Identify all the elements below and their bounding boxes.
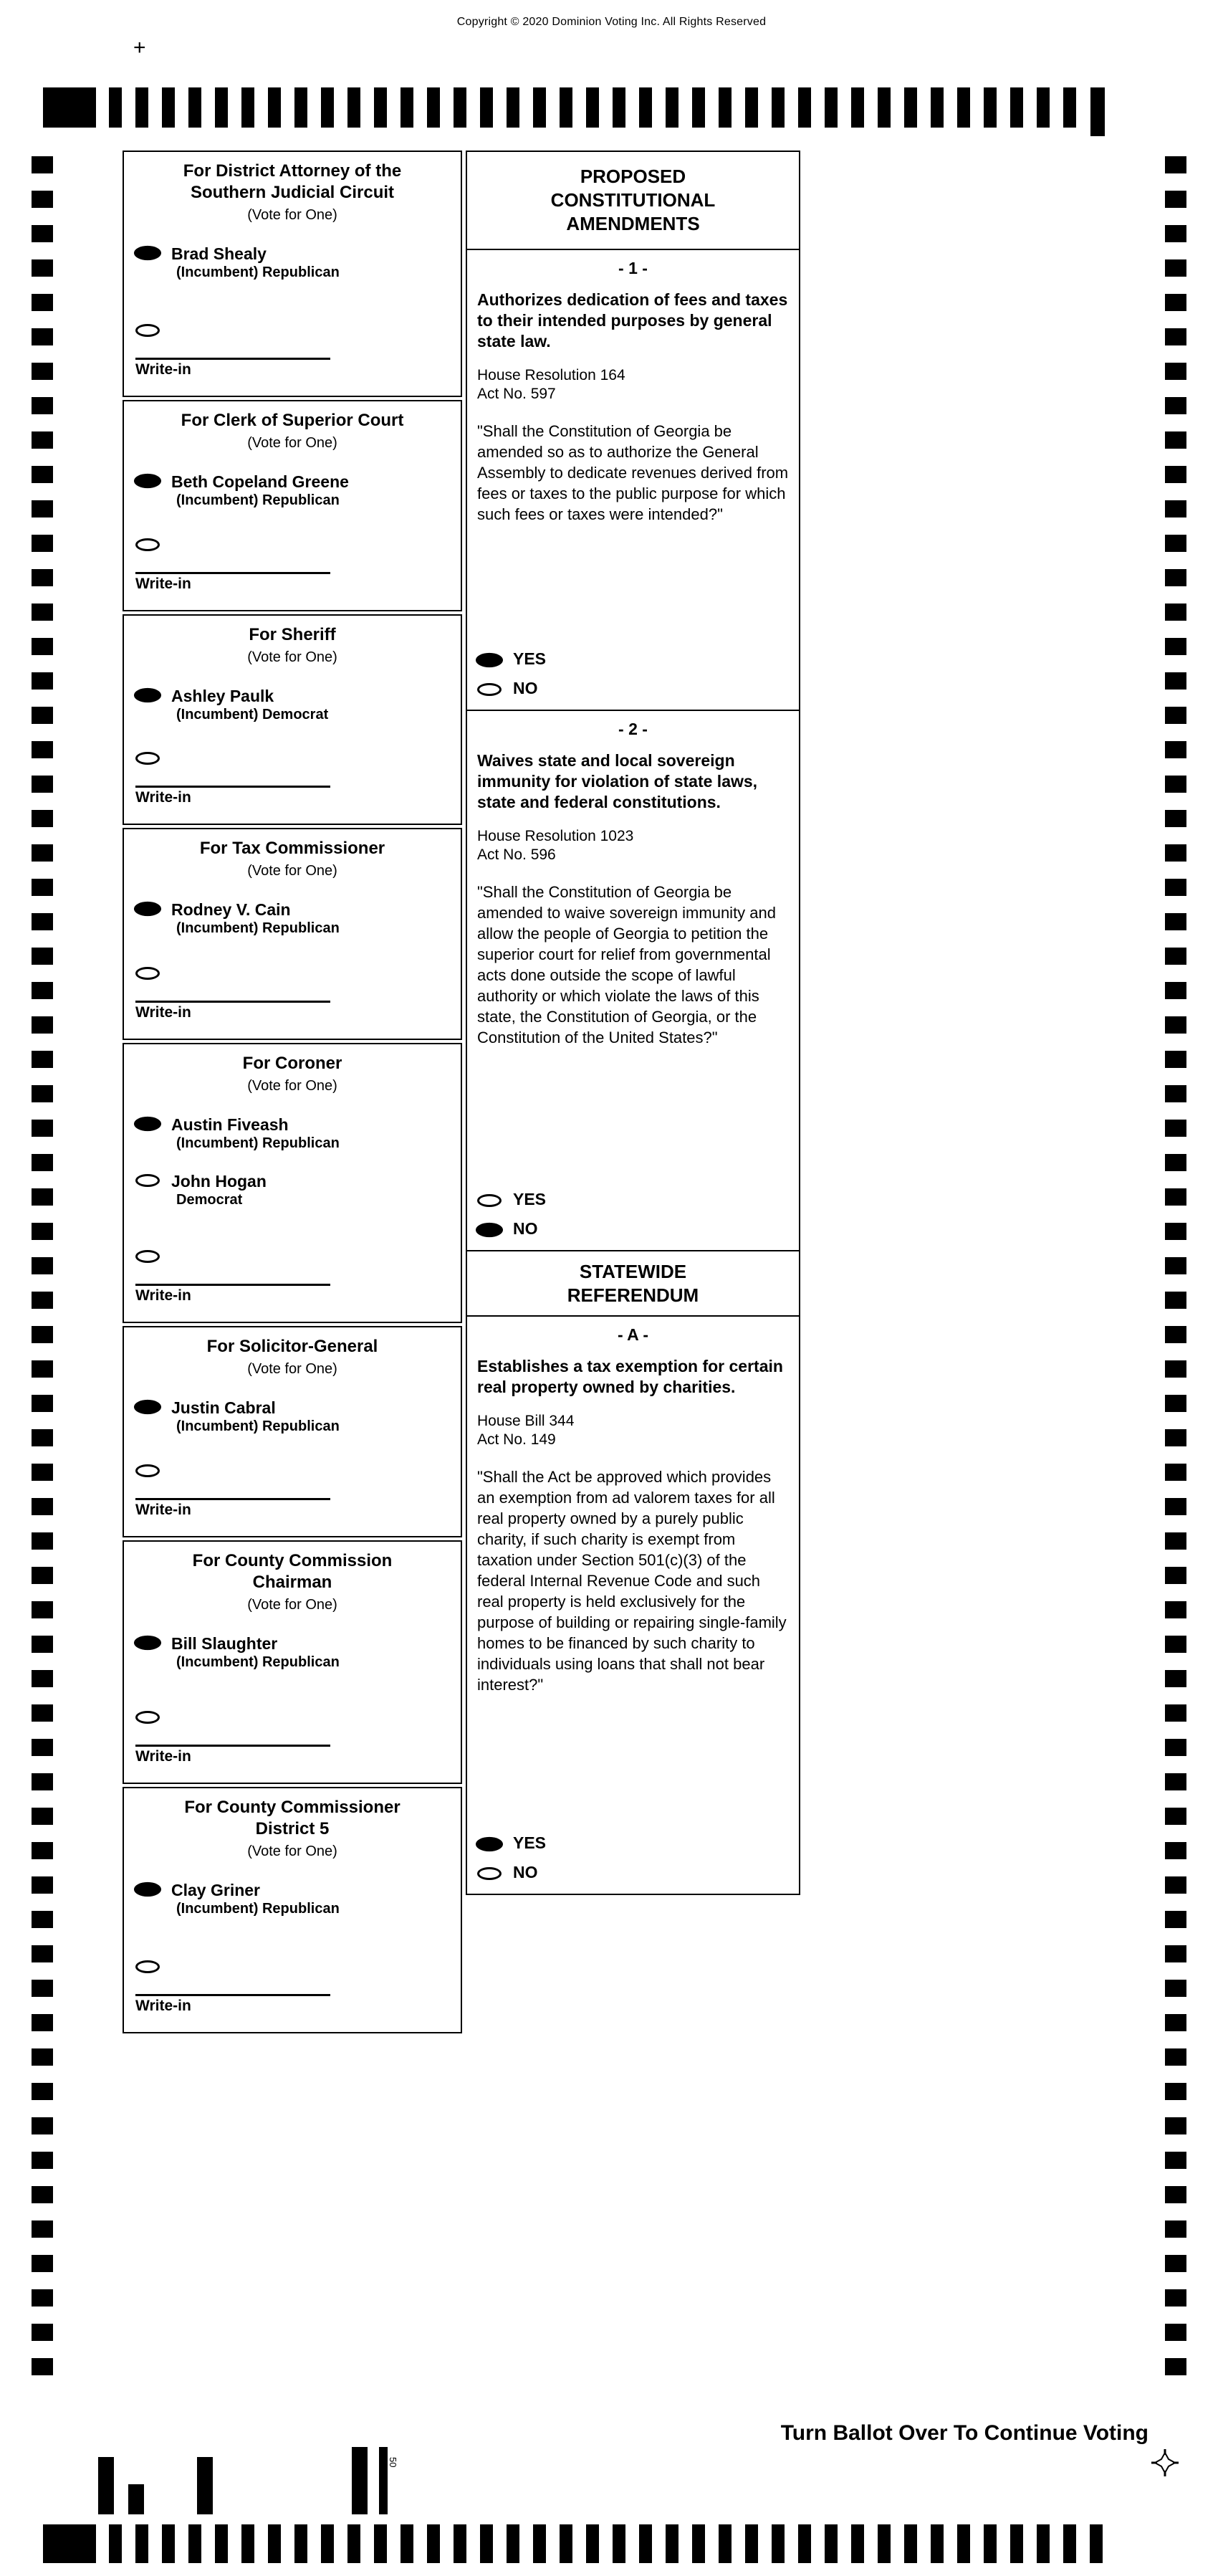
contest-title-line: For Clerk of Superior Court [181,411,404,430]
candidate-info [171,1881,340,1917]
registration-cross-icon [1151,2448,1179,2477]
write-in-label: Write-in [135,576,191,592]
write-in-group [124,1709,461,1783]
contest-header [124,1327,461,1378]
no-label: NO [513,679,538,697]
vote-for-one-label: (Vote for One) [247,1078,337,1094]
candidate-info [171,1115,340,1152]
vote-oval-filled[interactable] [134,1636,161,1650]
measures-header-line: REFERENDUM [567,1284,699,1306]
contest-box [123,1326,462,1537]
measures-header [467,152,799,250]
contest-header [124,829,461,880]
write-in-group [124,750,461,824]
yes-no-group [477,639,789,710]
vote-oval-filled[interactable] [134,688,161,702]
yes-oval[interactable] [477,1194,502,1207]
measures-header [467,1251,799,1317]
candidate-detail: (Incumbent) Republican [176,1135,340,1151]
candidate-name: Justin Cabral [171,1398,276,1417]
write-in-group [124,536,461,610]
contest-box [123,828,462,1040]
no-oval[interactable] [477,1867,502,1880]
vote-oval-filled[interactable] [134,246,161,260]
write-in-line [135,1284,330,1304]
yes-no-group [477,1823,789,1894]
candidate-row [124,472,461,509]
measure-question: "Shall the Act be approved which provides an exemption from ad valorem taxes for all real property owned by a purely public charity, if such charity is exempt from taxation under Section 501(c)(3) of the federal Internal Revenue Code and such real property is held exclusively for the purpose of building or repairing single-family homes to be financed by such charity to individuals using loans that shall not bear interest?" [477,1468,787,1694]
write-in-label: Write-in [135,1748,191,1765]
measure-box [467,1317,799,1894]
write-in-oval-row [135,750,461,768]
write-in-oval[interactable] [135,1464,160,1477]
write-in-label: Write-in [135,1998,191,2014]
no-oval[interactable] [476,1223,503,1237]
registration-plus-mark: + [133,36,146,59]
contest-title-line: For County Commission [192,1551,393,1570]
no-row [477,1863,789,1882]
measures-header-line: AMENDMENTS [566,213,700,234]
write-in-group [124,1958,461,2032]
measure-references [477,827,789,864]
vote-for-one-label: (Vote for One) [247,649,337,665]
write-in-oval[interactable] [135,1250,160,1263]
write-in-line [135,786,330,806]
yes-label: YES [513,1833,547,1852]
yes-no-group [477,1180,789,1250]
vote-oval-filled[interactable] [134,474,161,488]
timing-block-top-right [1090,87,1105,136]
measure-column [466,151,800,1895]
yes-label: YES [513,1190,547,1208]
write-in-label: Write-in [135,1004,191,1021]
candidate-name: John Hogan [171,1172,267,1191]
measure-summary: Authorizes dedication of fees and taxes to their intended purposes by general state law. [477,290,788,350]
candidate-detail: Democrat [176,1192,243,1208]
measure-references [477,1412,789,1449]
candidate-row [124,1172,461,1208]
write-in-oval-row [135,1462,461,1481]
candidate-name: Bill Slaughter [171,1634,278,1653]
candidate-row [124,1881,461,1917]
candidate-detail: (Incumbent) Democrat [176,707,329,722]
no-label: NO [513,1863,538,1881]
contest-title-line: Chairman [252,1573,332,1592]
contest-title-line: For Solicitor-General [206,1337,378,1356]
measure-summary: Establishes a tax exemption for certain real property owned by charities. [477,1357,783,1396]
candidate-detail: (Incumbent) Republican [176,1654,340,1670]
contest-header [124,401,461,452]
measure-summary: Waives state and local sovereign immunity for violation of state laws, state and federal constitutions. [477,751,758,811]
copyright-notice: Copyright © 2020 Dominion Voting Inc. All Rights Reserved [456,16,767,28]
no-oval[interactable] [477,683,502,696]
vote-oval-filled[interactable] [134,902,161,916]
measure-reference-line: House Resolution 164 [477,367,625,383]
contest-box [123,1787,462,2033]
measures-header-line: STATEWIDE [579,1260,687,1282]
candidate-info [171,472,349,509]
write-in-label: Write-in [135,1502,191,1518]
candidate-row [124,1115,461,1152]
yes-label: YES [513,649,547,668]
write-in-line [135,1001,330,1021]
barcode-bar [128,2484,144,2514]
measure-box [467,250,799,711]
contest-header [124,616,461,667]
vote-for-one-label: (Vote for One) [247,207,337,223]
write-in-oval-row [135,965,461,983]
timing-marks-right [1165,156,1186,2387]
yes-oval[interactable] [476,653,503,667]
candidate-row [124,1634,461,1671]
write-in-group [124,965,461,1039]
write-in-group [124,1248,461,1322]
candidate-info [171,687,328,723]
write-in-line [135,1498,330,1519]
write-in-label: Write-in [135,361,191,378]
candidate-info [171,1634,340,1671]
write-in-oval[interactable] [135,538,160,551]
measure-number: - A - [617,1325,648,1344]
write-in-oval-row [135,1958,461,1977]
vote-oval-filled[interactable] [134,1117,161,1131]
write-in-line [135,572,330,593]
measures-header-line: CONSTITUTIONAL [550,189,716,211]
vote-oval-filled[interactable] [134,1400,161,1414]
contest-box [123,151,462,397]
timing-marks-bottom [109,2524,1112,2563]
candidate-detail: (Incumbent) Republican [176,1901,340,1917]
measure-references [477,366,789,404]
candidate-info [171,244,340,281]
measure-question: "Shall the Constitution of Georgia be amended so as to authorize the General Assembly to dedicate revenues derived from fees or taxes to the public purpose for which such fees or taxes were intended?" [477,422,789,523]
write-in-line [135,1994,330,2015]
candidate-name: Austin Fiveash [171,1115,289,1134]
measure-reference-line: Act No. 149 [477,1431,556,1448]
contest-box [123,614,462,825]
vote-for-one-label: (Vote for One) [247,435,337,451]
candidate-row [124,244,461,281]
measure-question: "Shall the Constitution of Georgia be amended to waive sovereign immunity and allow the people of Georgia to petition the superior court for relief from governmental acts done outside the scope of lawful authority or which violate the laws of this state, the Constitution of Georgia, or the Constitution of the United States?" [477,883,777,1046]
write-in-oval[interactable] [135,1960,160,1973]
barcode-bar [379,2447,388,2514]
contest-title-line: For Tax Commissioner [199,839,385,858]
turn-ballot-over-text: Turn Ballot Over To Continue Voting [780,2421,1148,2445]
write-in-oval-row [135,1248,461,1266]
candidate-row [124,1398,461,1435]
yes-oval[interactable] [476,1837,503,1851]
contest-box [123,400,462,611]
write-in-oval-row [135,536,461,555]
contest-title-line: For Sheriff [249,625,336,644]
candidate-info [171,900,340,937]
stub-number: 50 [388,2457,398,2468]
no-label: NO [513,1219,538,1238]
measure-reference-line: House Bill 344 [477,1413,575,1429]
vote-oval-filled[interactable] [134,1882,161,1897]
measure-number: - 1 - [618,259,648,277]
contest-title-line: For Coroner [242,1054,342,1073]
measure-reference-line: House Resolution 1023 [477,828,634,844]
candidate-name: Clay Griner [171,1881,260,1899]
timing-block-bottom-left [43,2524,96,2563]
contest-header [124,1542,461,1614]
vote-oval-empty[interactable] [135,1174,160,1187]
measure-number: - 2 - [618,720,648,738]
vote-for-one-label: (Vote for One) [247,1843,337,1859]
timing-block-top-left [43,87,96,128]
candidate-detail: (Incumbent) Republican [176,264,340,280]
barcode-bar [197,2457,213,2514]
write-in-oval[interactable] [135,967,160,980]
candidate-name: Rodney V. Cain [171,900,291,919]
write-in-label: Write-in [135,1287,191,1304]
write-in-oval-row [135,1709,461,1727]
timing-marks-top [109,87,1082,128]
barcode-bar [98,2457,114,2514]
vote-for-one-label: (Vote for One) [247,1361,337,1377]
write-in-label: Write-in [135,789,191,806]
contest-header [124,1788,461,1861]
vote-for-one-label: (Vote for One) [247,863,337,879]
contest-box [123,1540,462,1784]
measure-reference-line: Act No. 597 [477,386,556,402]
candidate-detail: (Incumbent) Republican [176,920,340,936]
measure-box [467,711,799,1251]
candidate-row [124,687,461,723]
contest-title-line: For County Commissioner [184,1798,401,1817]
write-in-oval[interactable] [135,752,160,765]
contest-header [124,1044,461,1095]
timing-marks-left [32,156,53,2387]
candidate-info [171,1398,340,1435]
contest-title-line: District 5 [255,1819,330,1838]
write-in-oval[interactable] [135,324,160,337]
candidate-row [124,900,461,937]
measure-reference-line: Act No. 596 [477,846,556,863]
no-row [477,1219,789,1239]
contest-column [123,151,462,2033]
candidate-info [171,1172,267,1208]
vote-for-one-label: (Vote for One) [247,1597,337,1613]
no-row [477,679,789,698]
contest-box [123,1043,462,1323]
candidate-name: Brad Shealy [171,244,267,263]
yes-row [477,1833,789,1853]
write-in-line [135,1745,330,1765]
write-in-group [124,322,461,396]
write-in-line [135,358,330,378]
candidate-detail: (Incumbent) Republican [176,492,340,508]
write-in-group [124,1462,461,1536]
contest-title-line: For District Attorney of the [183,161,402,181]
candidate-detail: (Incumbent) Republican [176,1418,340,1434]
contest-title-line: Southern Judicial Circuit [190,183,395,202]
contest-header [124,152,461,224]
candidate-name: Ashley Paulk [171,687,274,705]
measures-header-line: PROPOSED [580,166,686,187]
candidate-name: Beth Copeland Greene [171,472,349,491]
write-in-oval[interactable] [135,1711,160,1724]
write-in-oval-row [135,322,461,340]
ballot-barcode [97,2447,398,2516]
barcode-bar [352,2447,368,2514]
yes-row [477,649,789,669]
yes-row [477,1190,789,1209]
